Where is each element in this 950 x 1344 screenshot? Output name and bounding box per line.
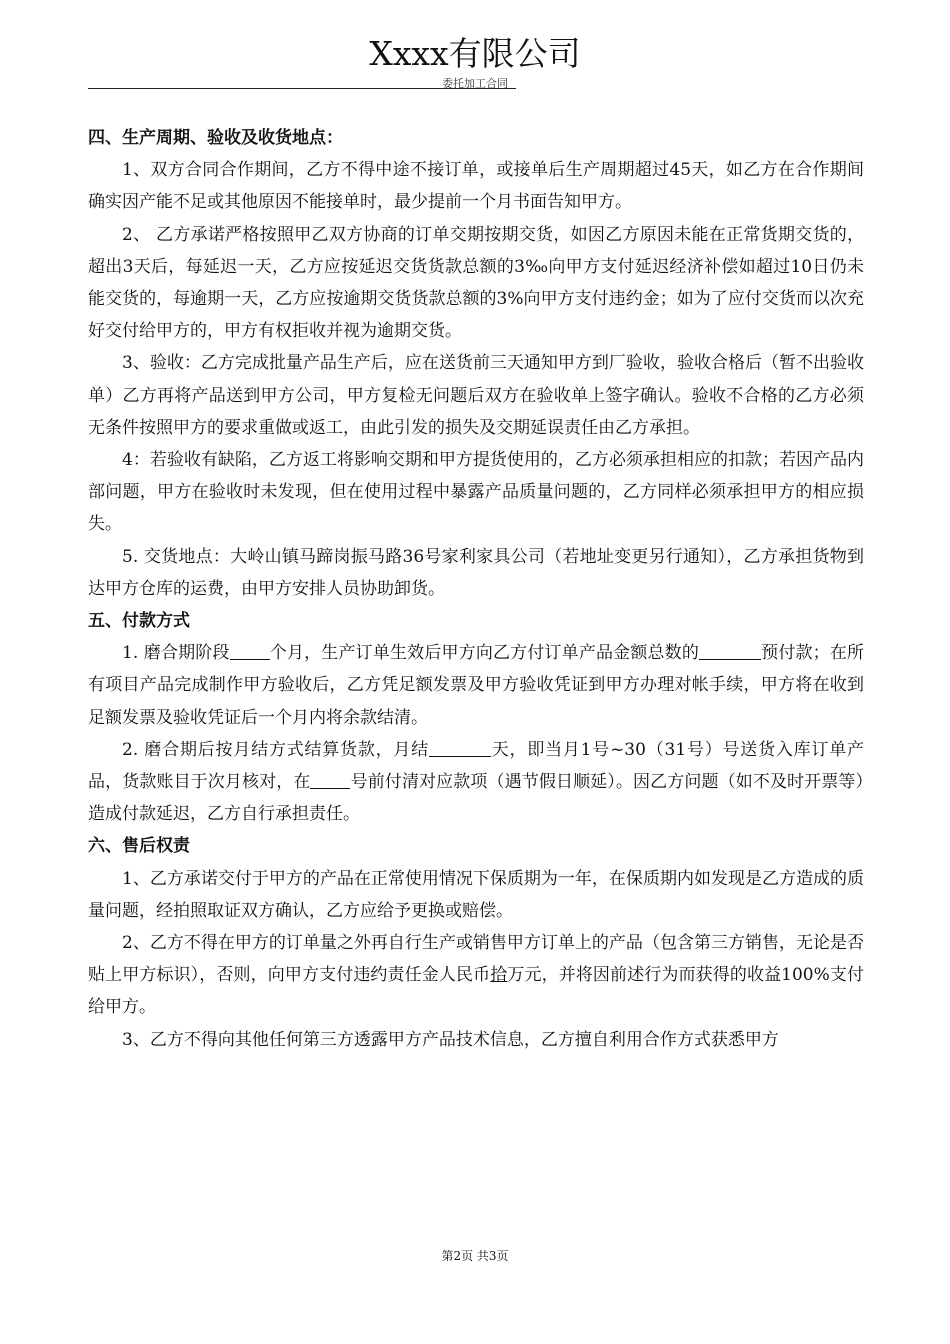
clause-6-2-text-a: 2、乙方不得在甲方的订单量之外再自行生产或销售甲方订单上的产品（包含第三方销售，无论是否贴上甲方标识），否则，向甲方支付违约责任金人民币 bbox=[88, 933, 864, 986]
clause-4-1: 1、双方合同合作期间，乙方不得中途不接订单，或接单后生产周期超过45天，如乙方在合作期间确实因产能不足或其他原因不能接单时，最少提前一个月书面告知甲方。 bbox=[88, 160, 864, 213]
page-number: 第2页 共3页 bbox=[441, 1249, 509, 1263]
section-title-6: 六、售后权责 bbox=[88, 836, 190, 857]
clause-5-1-text-a: 1. 磨合期阶段 bbox=[122, 643, 230, 664]
fill-blank-months[interactable] bbox=[230, 642, 270, 660]
clause-5-2-text-a: 2. 磨合期后按月结方式结算货款，月结 bbox=[122, 739, 429, 760]
clause-5-1-text-c: 预付款；在所有项目产品完成制作甲方验收后，乙方凭足额发票及甲方验收凭证到甲方办理对帐手续，甲方将在收到足额发票及验收凭证后一个月内将余款结清。 bbox=[88, 643, 865, 728]
fill-blank-days[interactable] bbox=[429, 739, 491, 757]
clause-4-2: 2、 乙方承诺严格按照甲乙双方协商的订单交期按期交货，如因乙方原因未能在正常货期交货的，超出3天后，每延迟一天，乙方应按延迟交货货款总额的3‰向甲方支付延迟经济补偿如超过10日仍未能交货的，每逾期一天，乙方应按逾期交货货款总额的3%向甲方支付违约金；如为了应付交货而以次充好交付给甲方的，甲方有权拒收并视为逾期交货。 bbox=[88, 224, 864, 342]
clause-5-2-text-b: 天，即当月1号~30（31号）号送货入库订单产品，货款账目于次月核对，在 bbox=[88, 739, 864, 793]
contract-body bbox=[88, 122, 864, 1056]
clause-6-3: 3、乙方不得向其他任何第三方透露甲方产品技术信息，乙方擅自利用合作方式获悉甲方 bbox=[122, 1029, 779, 1050]
company-name: Xxxx有限公司 bbox=[369, 34, 581, 73]
document-subtitle: 委托加工合同 bbox=[442, 77, 508, 90]
fill-blank-prepayment[interactable] bbox=[699, 642, 761, 660]
clause-4-5: 5. 交货地点：大岭山镇马蹄岗振马路36号家利家具公司（若地址变更另行通知），乙方承担货物到达甲方仓库的运费，由甲方安排人员协助卸货。 bbox=[88, 546, 864, 599]
clause-5-2 bbox=[88, 734, 864, 831]
clause-6-2-text-b: 万元，并将因前述行为而获得的收益100%支付给甲方。 bbox=[88, 965, 865, 1018]
clause-4-4: 4：若验收有缺陷，乙方返工将影响交期和甲方提货使用的，乙方必须承担相应的扣款；若因产品内部问题，甲方在验收时未发现，但在使用过程中暴露产品质量问题的，乙方同样必须承担甲方的相应损失。 bbox=[88, 450, 864, 535]
fill-blank-payment-date[interactable] bbox=[310, 771, 350, 789]
header-rule bbox=[88, 88, 516, 89]
section-title-5: 五、付款方式 bbox=[88, 611, 190, 632]
clause-5-1-text-b: 个月，生产订单生效后甲方向乙方付订单产品金额总数的 bbox=[269, 643, 700, 664]
clause-6-2 bbox=[88, 927, 864, 1024]
clause-5-1 bbox=[88, 637, 864, 734]
clause-6-1: 1、乙方承诺交付于甲方的产品在正常使用情况下保质期为一年，在保质期内如发现是乙方造成的质量问题，经拍照取证双方确认，乙方应给予更换或赔偿。 bbox=[88, 868, 864, 921]
page-header bbox=[0, 32, 950, 76]
section-title-4: 四、生产周期、验收及收货地点： bbox=[88, 128, 343, 148]
clause-4-3: 3、验收：乙方完成批量产品生产后，应在送货前三天通知甲方到厂验收，验收合格后（暂不出验收单）乙方再将产品送到甲方公司，甲方复检无问题后双方在验收单上签字确认。验收不合格的乙方必须无条件按照甲方的要求重做或返工，由此引发的损失及交期延误责任由乙方承担。 bbox=[88, 353, 864, 438]
clause-5-2-text-c: 号前付清对应款项（遇节假日顺延）。因乙方问题（如不及时开票等）造成付款延迟，乙方自行承担责任。 bbox=[88, 772, 865, 825]
penalty-amount: 拾 bbox=[490, 965, 508, 986]
